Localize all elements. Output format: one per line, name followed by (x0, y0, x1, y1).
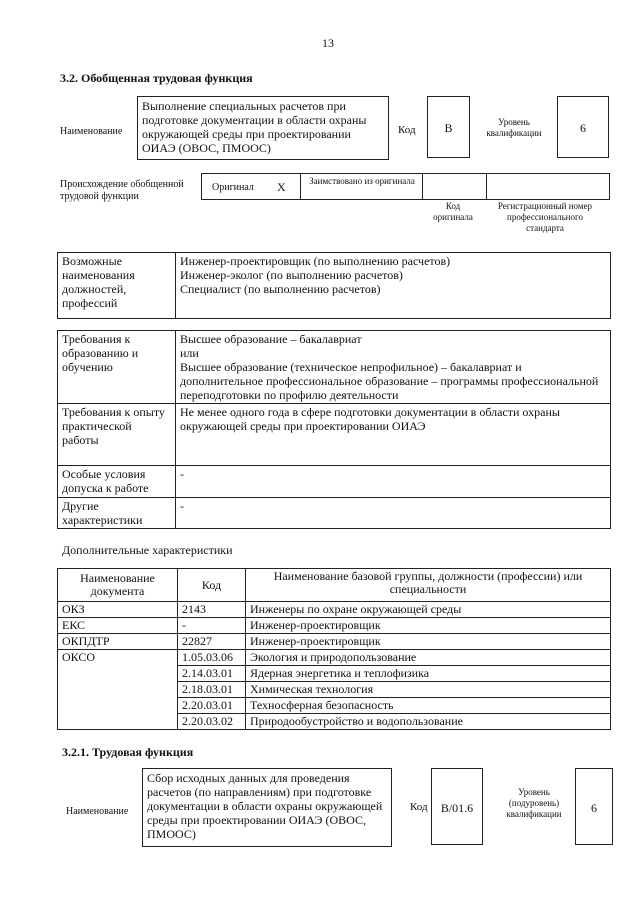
origin-divider (486, 174, 487, 199)
doc-cell: ЕКС (58, 618, 178, 634)
position-item: Инженер-проектировщик (по выполнению расчетов) (180, 254, 451, 268)
requirement-label: Требования к образованию и обучению (58, 331, 176, 404)
table-row (58, 650, 611, 666)
origin-label: Происхождение обобщенной трудовой функции (60, 179, 184, 202)
code-cell: 2.20.03.01 (178, 698, 246, 714)
requirement-label: Другие характеристики (58, 498, 176, 529)
positions-label: Возможные наименования должностей, профессий (58, 253, 176, 319)
name-cell: Инженеры по охране окружающей среды (246, 602, 611, 618)
code-cell: 2.18.03.01 (178, 682, 246, 698)
tf-code-value: B/01.6 (440, 801, 474, 815)
additional-header-row (58, 569, 611, 602)
requirement-value: - (176, 466, 611, 498)
tf-name-box (142, 768, 392, 847)
code-cell: 22827 (178, 634, 246, 650)
origin-original-label: Оригинал (212, 182, 254, 193)
doc-cell: ОКПДТР (58, 634, 178, 650)
requirement-label: Требования к опыту практической работы (58, 404, 176, 466)
requirement-row (58, 498, 611, 529)
code-cell: 1.05.03.06 (178, 650, 246, 666)
origin-borrowed-label: Заимствовано из оригинала (309, 176, 415, 186)
requirement-label: Особые условия допуска к работе (58, 466, 176, 498)
origin-divider (300, 174, 301, 199)
tf-level-value: 6 (591, 801, 597, 815)
positions-row (58, 253, 611, 319)
gtf-level-box (557, 96, 609, 158)
table-row (58, 602, 611, 618)
origin-table (201, 173, 610, 200)
requirement-value: - (176, 498, 611, 529)
additional-heading: Дополнительные характеристики (62, 543, 233, 557)
code-cell: 2143 (178, 602, 246, 618)
requirement-row (58, 466, 611, 498)
name-cell: Ядерная энергетика и теплофизика (246, 666, 611, 682)
tf-name-label: Наименование (66, 806, 129, 817)
gtf-code-box (427, 96, 470, 158)
tf-code-label: Код (410, 801, 428, 813)
code-cell: 2.20.03.02 (178, 714, 246, 730)
header-name: Наименование базовой группы, должности (профессии) или специальности (246, 569, 611, 602)
tf-level-box (575, 768, 613, 845)
name-cell: Инженер-проектировщик (246, 618, 611, 634)
gtf-level-label: Уровень квалификации (486, 117, 542, 138)
gtf-code-label: Код (398, 124, 416, 136)
table-row (58, 634, 611, 650)
requirement-value (176, 331, 611, 404)
position-item: Инженер-эколог (по выполнению расчетов) (180, 268, 403, 282)
origin-reg-caption: Регистрационный номер профессионального стандарта (497, 201, 593, 233)
table-row (58, 618, 611, 634)
gtf-name-label: Наименование (60, 126, 123, 137)
gtf-code-value: B (444, 121, 453, 135)
sub-heading: 3.2.1. Трудовая функция (62, 745, 194, 759)
requirement-row (58, 331, 611, 404)
tf-code-box (431, 768, 483, 845)
header-code: Код (178, 569, 246, 602)
code-cell: - (178, 618, 246, 634)
origin-code-caption: Код оригинала (433, 201, 473, 222)
name-cell: Экология и природопользование (246, 650, 611, 666)
requirement-value: Не менее одного года в сфере подготовки документации в области охраны окружающей среды при проектировании ОИАЭ (176, 404, 611, 466)
code-cell: 2.14.03.01 (178, 666, 246, 682)
position-item: Специалист (по выполнению расчетов) (180, 282, 381, 296)
page-number: 13 (322, 36, 334, 50)
requirement-line: Высшее образование (техническое непрофильное) – бакалавриат и дополнительное профессиональное образование – программы профессиональной переподготовки по профилю деятельности (180, 360, 599, 402)
positions-list (176, 253, 611, 319)
doc-cell: ОКСО (58, 650, 178, 730)
gtf-name-value: Выполнение специальных расчетов при подготовке документации в области охраны окружающей среды при проектировании ОИАЭ (ОВОС, ПМООС) (142, 99, 367, 155)
requirements-table (57, 330, 611, 529)
origin-original-mark: X (277, 180, 286, 194)
gtf-level-value: 6 (580, 121, 586, 135)
additional-table (57, 568, 611, 730)
requirement-line: или (180, 346, 199, 360)
requirement-line: Высшее образование – бакалавриат (180, 332, 362, 346)
tf-level-label: Уровень (подуровень) квалификации (506, 787, 562, 819)
header-doc: Наименование документа (58, 569, 178, 602)
name-cell: Техносферная безопасность (246, 698, 611, 714)
doc-cell: ОКЗ (58, 602, 178, 618)
positions-table (57, 252, 611, 319)
name-cell: Химическая технология (246, 682, 611, 698)
name-cell: Природообустройство и водопользование (246, 714, 611, 730)
requirement-row (58, 404, 611, 466)
tf-name-value: Сбор исходных данных для проведения расчетов (по направлениям) при подготовке документации в области охраны окружающей среды при проектировании ОИАЭ (ОВОС, ПМООС) (147, 771, 383, 841)
name-cell: Инженер-проектировщик (246, 634, 611, 650)
gtf-name-box (137, 96, 389, 160)
origin-divider (422, 174, 423, 199)
section-heading: 3.2. Обобщенная трудовая функция (60, 71, 253, 85)
